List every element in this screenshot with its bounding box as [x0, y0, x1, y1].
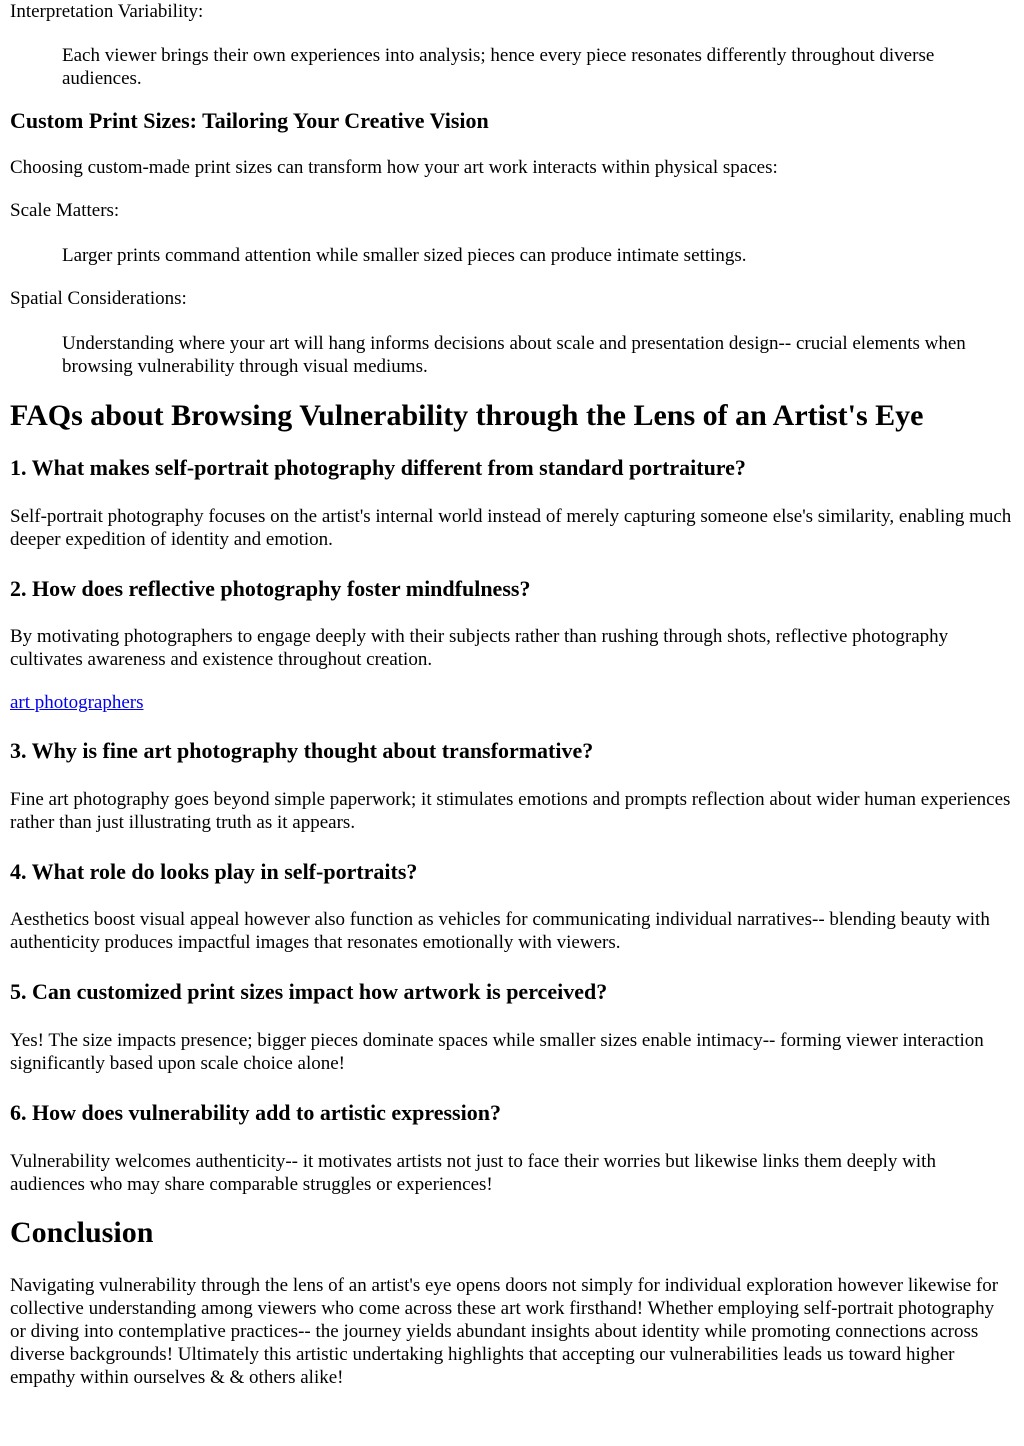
faq-answer-2: By motivating photographers to engage deeply with their subjects rather than rushing through shots, reflective photography cultivates awareness and existence throughout creation.	[10, 626, 949, 670]
heading-custom-print-sizes: Custom Print Sizes: Tailoring Your Creative Vision	[10, 108, 489, 133]
faq-question-2: 2. How does reflective photography foster mindfulness?	[10, 576, 531, 601]
definition-text-interpretation: Each viewer brings their own experiences into analysis; hence every piece resonates differently throughout diverse audiences.	[62, 45, 935, 89]
faq-question-4: 4. What role do looks play in self-portraits?	[10, 859, 418, 884]
faq-answer-6: Vulnerability welcomes authenticity-- it motivates artists not just to face their worries but likewise links them deeply with audiences who may share comparable struggles or experiences!	[10, 1151, 936, 1195]
definition-label-interpretation: Interpretation Variability:	[10, 1, 204, 22]
faq-answer-5: Yes! The size impacts presence; bigger pieces dominate spaces while smaller sizes enable intimacy-- forming viewer interaction significantly based upon scale choice alone!	[10, 1030, 984, 1074]
heading-faqs: FAQs about Browsing Vulnerability through the Lens of an Artist's Eye	[10, 399, 924, 432]
faq-answer-4: Aesthetics boost visual appeal however also function as vehicles for communicating individual narratives-- blending beauty with authenticity produces impactful images that resonates emotionally with viewers.	[10, 909, 990, 953]
conclusion-text: Navigating vulnerability through the lens of an artist's eye opens doors not simply for individual exploration however likewise for collective understanding among viewers who come across these art work firsthand! Whether employing self-portrait photography or diving into contemplative practices-- the journey yields abundant insights about identity while promoting connections across diverse backgrounds! Ultimately this artistic undertaking highlights that accepting our vulnerabilities leads us toward higher empathy within ourselves & & others alike!	[10, 1275, 999, 1388]
definition-label-spatial: Spatial Considerations:	[10, 288, 187, 309]
definition-text-scale: Larger prints command attention while smaller sized pieces can produce intimate settings.	[62, 245, 747, 266]
heading-conclusion: Conclusion	[10, 1216, 154, 1249]
definition-text-spatial: Understanding where your art will hang informs decisions about scale and presentation design-- crucial elements when browsing vulnerability through visual mediums.	[62, 333, 966, 377]
faq-question-6: 6. How does vulnerability add to artistic expression?	[10, 1100, 501, 1125]
definition-label-scale: Scale Matters:	[10, 200, 120, 221]
faq-question-3: 3. Why is fine art photography thought about transformative?	[10, 738, 594, 763]
faq-answer-1: Self-portrait photography focuses on the artist's internal world instead of merely capturing someone else's similarity, enabling much deeper expedition of identity and emotion.	[10, 506, 1012, 550]
faq-answer-3: Fine art photography goes beyond simple paperwork; it stimulates emotions and prompts reflection about wider human experiences rather than just illustrating truth as it appears.	[10, 789, 1011, 833]
faq-question-5: 5. Can customized print sizes impact how artwork is perceived?	[10, 979, 608, 1004]
paragraph-custom-intro: Choosing custom-made print sizes can transform how your art work interacts within physical spaces:	[10, 157, 778, 178]
faq-question-1: 1. What makes self-portrait photography different from standard portraiture?	[10, 455, 746, 480]
link-paragraph	[10, 691, 1014, 714]
art-photographers-link[interactable]: art photographers	[10, 692, 144, 713]
